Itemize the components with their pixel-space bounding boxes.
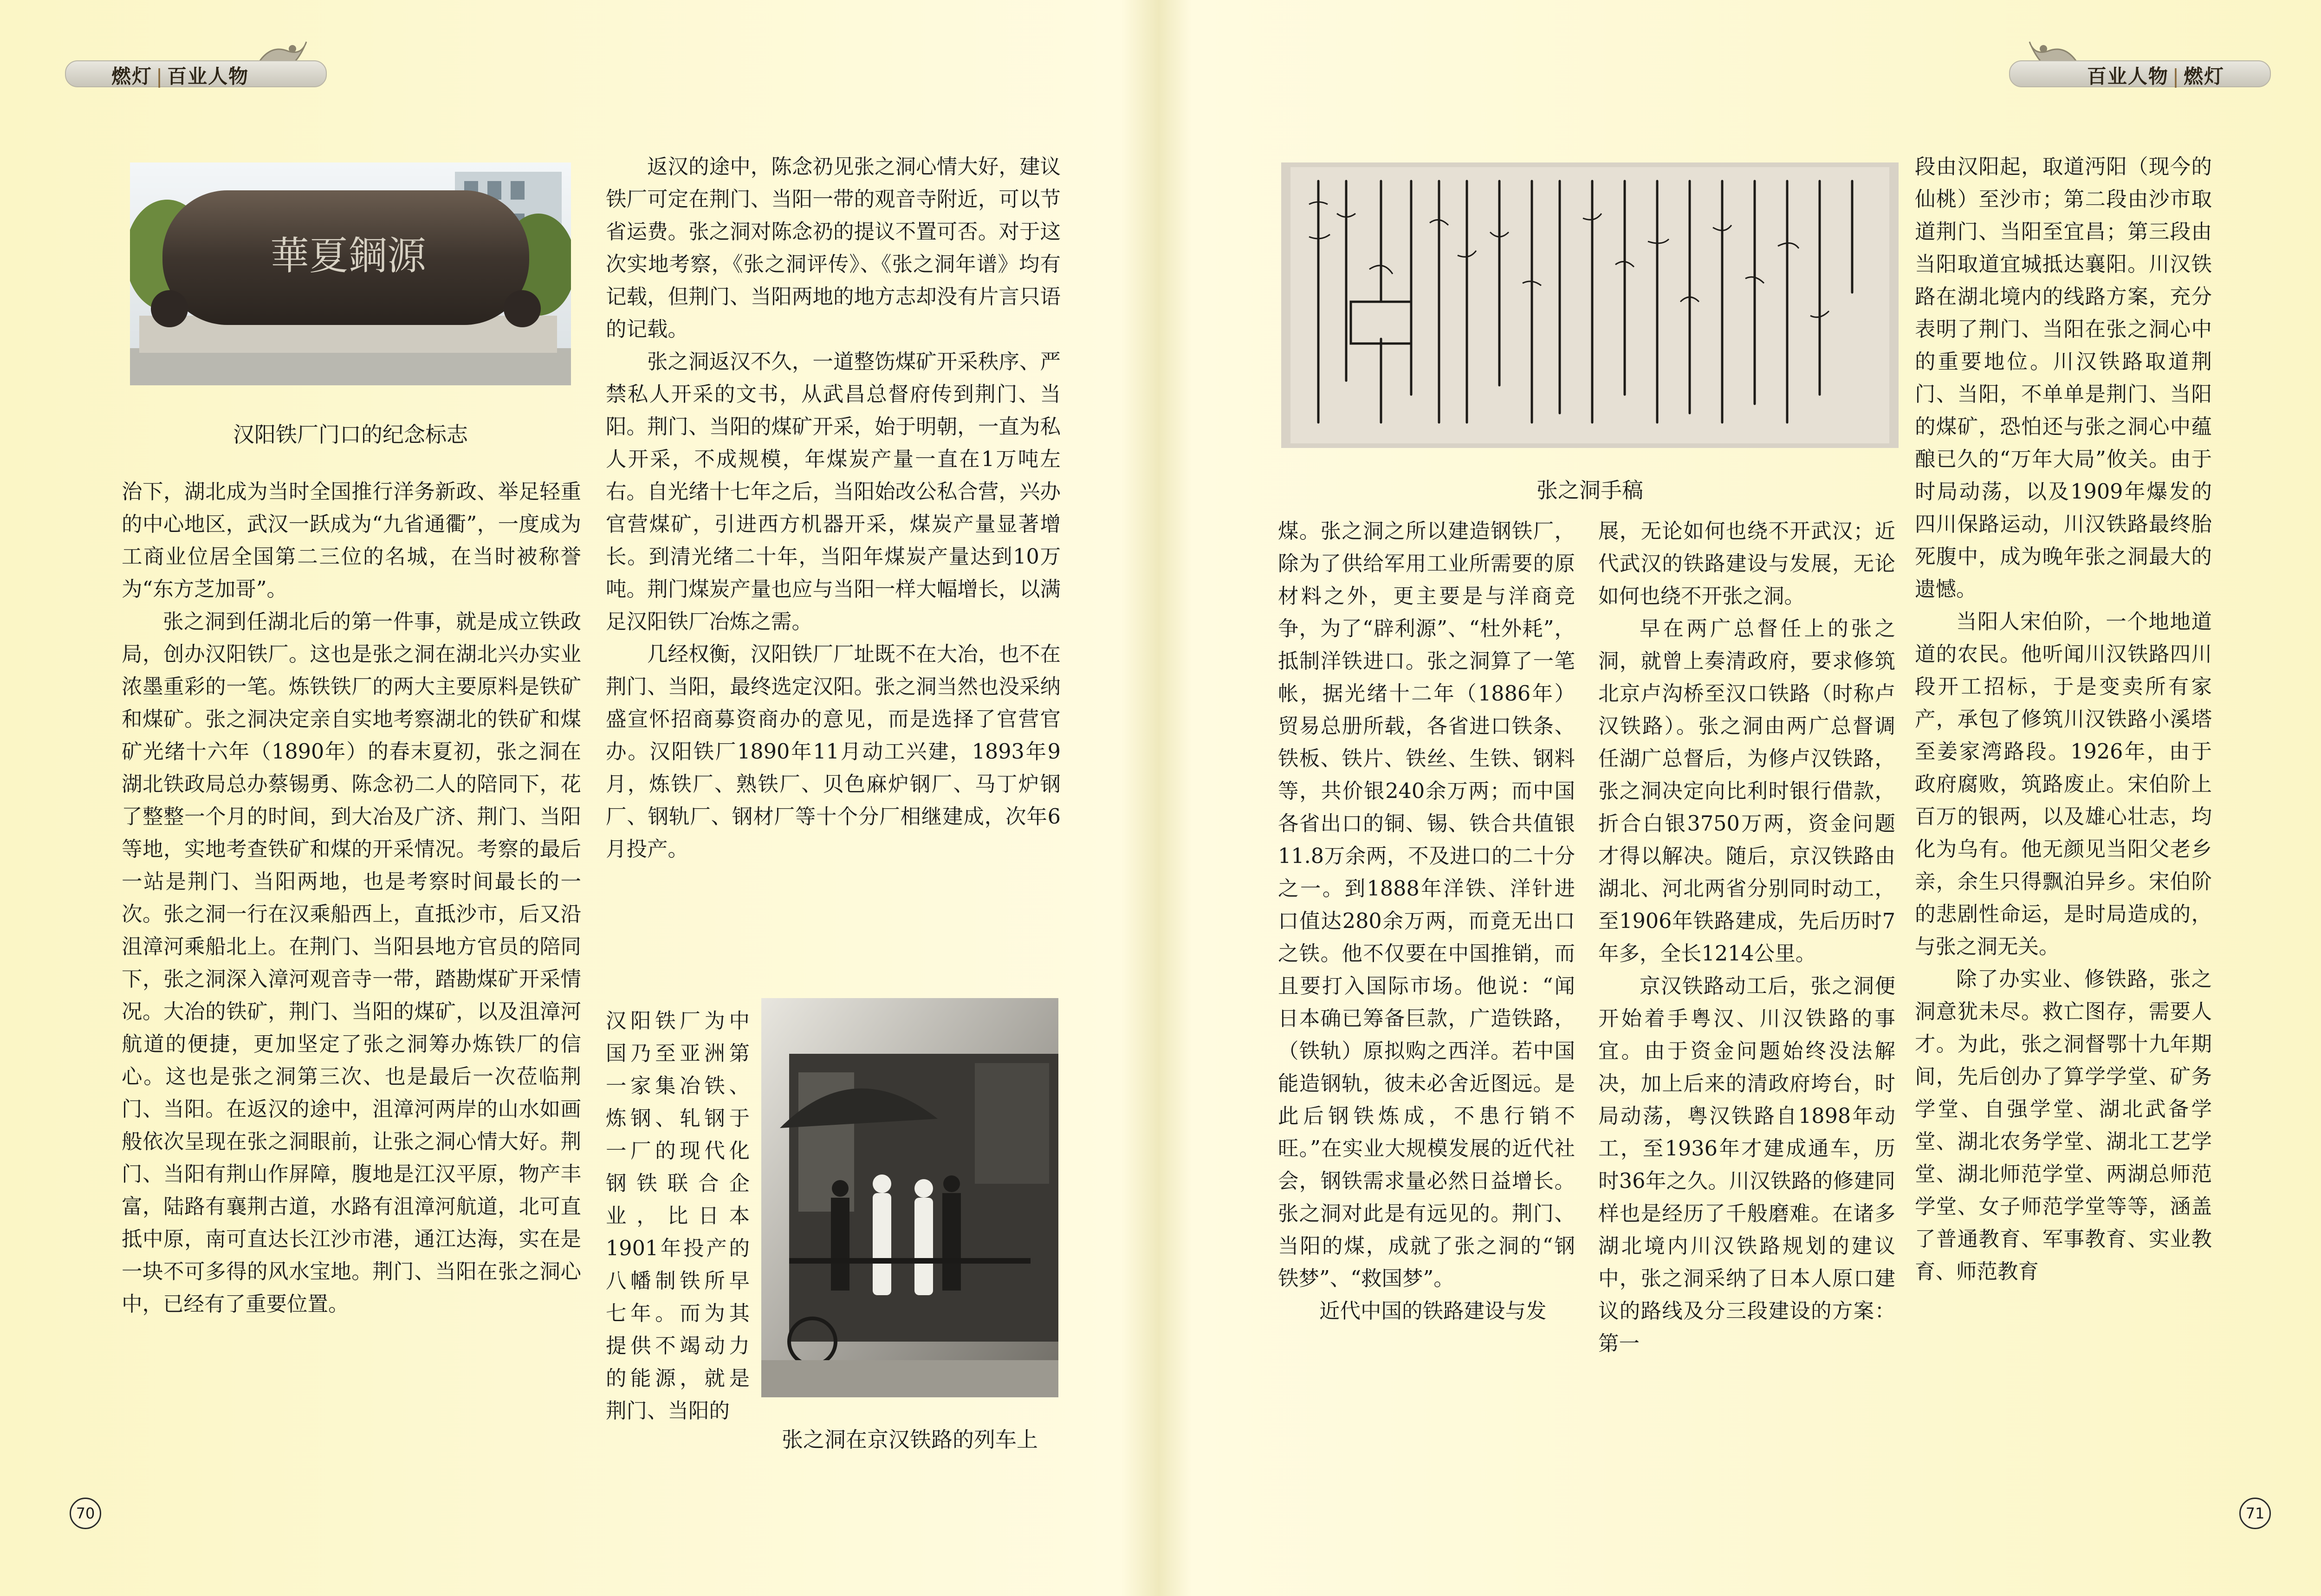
article-column-1: [122, 476, 581, 1321]
paragraph: 早在两广总督任上的张之洞，就曾上奏清政府，要求修筑北京卢沟桥至汉口铁路（时称卢汉铁路）。张之洞由两广总督调任湖广总督后，为修卢汉铁路，张之洞决定向比利时银行借款，折合白银3750万两，资金问题才得以解决。随后，京汉铁路由湖北、河北两省分别同时动工，至1906年铁路建成，先后历时7年多，全长1214公里。: [1598, 617, 1895, 966]
page-number-right: 71: [2239, 1498, 2271, 1529]
manuscript-photo: [1281, 162, 1899, 448]
article-column-4: [1598, 515, 1895, 1360]
paragraph: 返汉的途中，陈念礽见张之洞心情大好，建议铁厂可定在荆门、当阳一带的观音寺附近，可以节省运费。张之洞对陈念礽的提议不置可否。对于这次实地考察，《张之洞评传》、《张之洞年谱》均有记载，但荆门、当阳两地的地方志却没有片言只语的记载。: [606, 155, 1061, 341]
paragraph: 治下，湖北成为当时全国推行洋务新政、举足轻重的中心地区，武汉一跃成为“九省通衢”，一度成为工商业位居全国第二三位的名城，在当时被称誉为“东方芝加哥”。: [122, 480, 581, 601]
paragraph: 除了办实业、修铁路，张之洞意犹未尽。救亡图存，需要人才。为此，张之洞督鄂十九年期间，先后创办了算学学堂、矿务学堂、自强学堂、湖北武备学堂、湖北农务学堂、湖北工艺学堂、湖北师范学堂、两湖总师范学堂、女子师范学堂等等，涵盖了普通教育、军事教育、实业教育、师范教育: [1915, 967, 2212, 1284]
header-section-right: 百业人物 | 燃灯: [2087, 65, 2224, 88]
paragraph: 当阳人宋伯阶，一个地地道道的农民。他听闻川汉铁路四川段开工招标，于是变卖所有家产，承包了修筑川汉铁路小溪塔至姜家湾路段。1926年，由于政府腐败，筑路废止。宋伯阶上百万的银两，以及雄心壮志，均化为乌有。他无颜见当阳父老乡亲，余生只得飘泊异乡。宋伯阶的悲剧性命运，是时局造成的，与张之洞无关。: [1915, 610, 2212, 959]
header-right-part1: 百业人物: [2087, 65, 2169, 88]
train-photo: [761, 998, 1058, 1397]
header-right-part2: 燃灯: [2183, 65, 2224, 88]
paragraph: 张之洞返汉不久，一道整饬煤矿开采秩序、严禁私人开采的文书，从武昌总督府传到荆门、当阳。荆门、当阳的煤矿开采，始于明朝，一直为私人开采，不成规模，年煤炭产量一直在1万吨左右。自光绪十七年之后，当阳始改公私合营，兴办官营煤矿，引进西方机器开采，煤炭产量显著增长。到清光绪二十年，当阳年煤炭产量达到10万吨。荆门煤炭产量也应与当阳一样大幅增长，以满足汉阳铁厂冶炼之需。: [606, 350, 1061, 634]
article-column-2: [606, 151, 1061, 866]
article-column-3: [1278, 515, 1575, 1328]
article-column-5: [1915, 151, 2212, 1288]
article-column-2-narrow: [606, 1005, 750, 1427]
paragraph: 近代中国的铁路建设与发: [1319, 1299, 1547, 1323]
photo-caption-memorial: 汉阳铁厂门口的纪念标志: [233, 422, 468, 447]
paragraph: 京汉铁路动工后，张之洞便开始着手粤汉、川汉铁路的事宜。由于资金问题始终没法解决，加上后来的清政府垮台，时局动荡，粤汉铁路自1898年动工，至1936年才建成通车，历时36年之久。川汉铁路的修建同样也是经历了千般磨难。在诸多湖北境内川汉铁路规划的建议中，张之洞采纳了日本人原口建议的路线及分三段建设的方案：第一: [1598, 974, 1895, 1356]
marker-inscription: 華夏鋼源: [270, 233, 427, 279]
paragraph: 段由汉阳起，取道沔阳（现今的仙桃）至沙市；第二段由沙市取道荆门、当阳至宜昌；第三段由当阳取道宜城抵达襄阳。川汉铁路在湖北境内的线路方案，充分表明了荆门、当阳在张之洞心中的重要地位。川汉铁路取道荆门、当阳，不单单是荆门、当阳的煤矿，恐怕还与张之洞心中蕴酿已久的“万年大局”攸关。由于时局动荡，以及1909年爆发的四川保路运动，川汉铁路最终胎死腹中，成为晚年张之洞最大的遗憾。: [1915, 155, 2212, 601]
paragraph: 张之洞到任湖北后的第一件事，就是成立铁政局，创办汉阳铁厂。这也是张之洞在湖北兴办实业浓墨重彩的一笔。炼铁铁厂的两大主要原料是铁矿和煤矿。张之洞决定亲自实地考察湖北的铁矿和煤矿光绪十六年（1890年）的春末夏初，张之洞在湖北铁政局总办蔡锡勇、陈念礽二人的陪同下，花了整整一个月的时间，到大冶及广济、荆门、当阳等地，实地考查铁矿和煤的开采情况。考察的最后一站是荆门、当阳两地，也是考察时间最长的一次。张之洞一行在汉乘船西上，直抵沙市，后又沿沮漳河乘船北上。在荆门、当阳县地方官员的陪同下，张之洞深入漳河观音寺一带，踏勘煤矿开采情况。大冶的铁矿，荆门、当阳的煤矿，以及沮漳河航道的便捷，更加坚定了张之洞筹办炼铁厂的信心。这也是张之洞第三次、也是最后一次莅临荆门、当阳。在返汉的途中，沮漳河两岸的山水如画般依次呈现在张之洞眼前，让张之洞心情大好。荆门、当阳有荆山作屏障，腹地是江汉平原，物产丰富，陆路有襄荆古道，水路有沮漳河航道，北可直抵中原，南可直达长江沙市港，通江达海，实在是一块不可多得的风水宝地。荆门、当阳在张之洞心中，已经有了重要位置。: [122, 610, 581, 1316]
header-section-left: 燃灯 | 百业人物: [111, 65, 249, 88]
photo-caption-train: 张之洞在京汉铁路的列车上: [782, 1427, 1038, 1452]
paragraph: 汉阳铁厂为中国乃至亚洲第一家集冶铁、炼钢、轧钢于一厂的现代化钢铁联合企业，比日本1901年投产的八幡制铁所早七年。而为其提供不竭动力的能源，就是荆门、当阳的: [606, 1009, 750, 1423]
paragraph: 展，无论如何也绕不开武汉；近代武汉的铁路建设与发展，无论如何也绕不开张之洞。: [1598, 519, 1895, 608]
page-number-left: 70: [70, 1498, 101, 1529]
photo-caption-manuscript: 张之洞手稿: [1537, 478, 1643, 503]
header-left-part1: 燃灯: [111, 65, 153, 88]
paragraph: 煤。张之洞之所以建造钢铁厂，除为了供给军用工业所需要的原材料之外，更主要是与洋商竞争，为了“辟利源”、“杜外耗”，抵制洋铁进口。张之洞算了一笔帐，据光绪十二年（1886年）贸易总册所载，各省进口铁条、铁板、铁片、铁丝、生铁、钢料等，共价银240余万两；而中国各省出口的铜、锡、铁合共值银11.8万余两，不及进口的二十分之一。到1888年洋铁、洋针进口值达280余万两，而竟无出口之铁。他不仅要在中国推销，而且要打入国际市场。他说：“闻日本确已筹备巨款，广造铁路，（铁轨）原拟购之西洋。若中国能造钢轨，彼未必舍近图远。是此后钢铁炼成，不患行销不旺。”在实业大规模发展的近代社会，钢铁需求量必然日益增长。张之洞对此是有远见的。荆门、当阳的煤，成就了张之洞的“钢铁梦”、“救国梦”。: [1278, 519, 1575, 1291]
memorial-marker-photo: [130, 162, 571, 385]
header-left-part2: 百业人物: [167, 65, 249, 88]
paragraph: 几经权衡，汉阳铁厂厂址既不在大冶，也不在荆门、当阳，最终选定汉阳。张之洞当然也没采纳盛宣怀招商募资商办的意见，而是选择了官营官办。汉阳铁厂1890年11月动工兴建，1893年9月，炼铁厂、熟铁厂、贝色麻炉钢厂、马丁炉钢厂、钢轨厂、钢材厂等十个分厂相继建成，次年6月投产。: [606, 642, 1061, 861]
